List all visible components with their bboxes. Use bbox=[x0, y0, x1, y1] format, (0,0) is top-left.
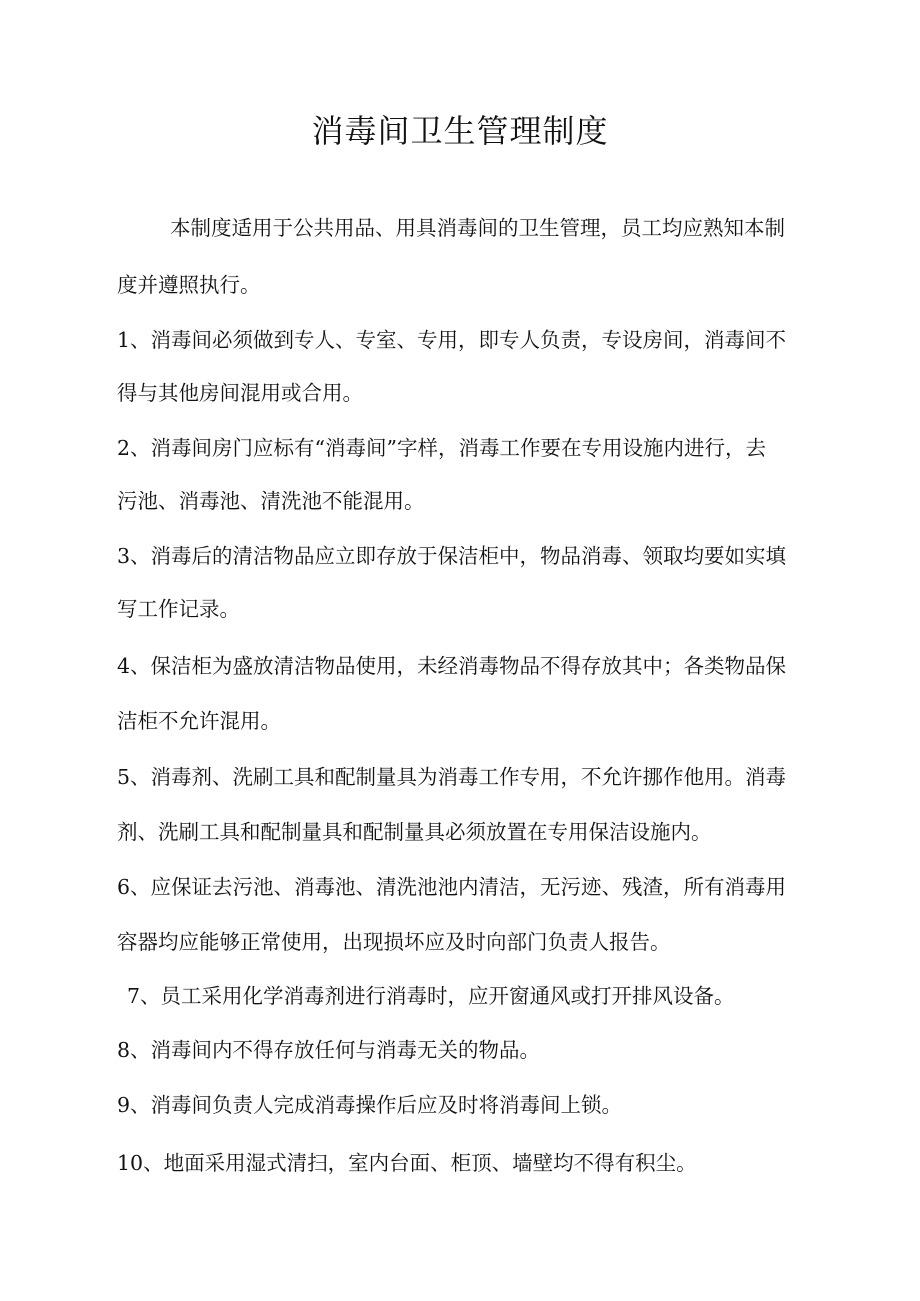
rule-9: 9、消毒间负责人完成消毒操作后应及时将消毒间上锁。 bbox=[117, 1093, 623, 1117]
page-title: 消毒间卫生管理制度 bbox=[311, 112, 609, 150]
rule-2-line-2: 污池、消毒池、清洗池不能混用。 bbox=[117, 489, 425, 513]
rule-1-line-2: 得与其他房间混用或合用。 bbox=[117, 381, 363, 405]
rule-7: 7、员工采用化学消毒剂进行消毒时，应开窗通风或打开排风设备。 bbox=[127, 984, 735, 1008]
rule-2-line-1: 2、消毒间房门应标有“消毒间”字样，消毒工作要在专用设施内进行，去 bbox=[117, 436, 767, 460]
rule-10: 10、地面采用湿式清扫，室内台面、柜顶、墙壁均不得有积尘。 bbox=[117, 1151, 697, 1175]
rule-4-line-2: 洁柜不允许混用。 bbox=[117, 709, 281, 733]
rule-6-line-2: 容器均应能够正常使用，出现损坏应及时向部门负责人报告。 bbox=[117, 930, 671, 954]
rule-3-line-1: 3、消毒后的清洁物品应立即存放于保洁柜中，物品消毒、领取均要如实填 bbox=[117, 544, 787, 568]
rule-5-line-1: 5、消毒剂、洗刷工具和配制量具为消毒工作专用，不允许挪作他用。消毒 bbox=[117, 765, 787, 789]
rule-1-line-1: 1、消毒间必须做到专人、专室、专用，即专人负责，专设房间，消毒间不 bbox=[117, 328, 787, 352]
rule-5-line-2: 剂、洗刷工具和配制量具和配制量具必须放置在专用保洁设施内。 bbox=[117, 820, 712, 844]
rule-6-line-1: 6、应保证去污池、消毒池、清洗池池内清洁，无污迹、残渣，所有消毒用 bbox=[117, 875, 787, 899]
rule-3-line-2: 写工作记录。 bbox=[117, 597, 240, 621]
intro-line-2: 度并遵照执行。 bbox=[117, 273, 261, 297]
rule-4-line-1: 4、保洁柜为盛放清洁物品使用，未经消毒物品不得存放其中；各类物品保 bbox=[117, 654, 787, 678]
intro-line-1: 本制度适用于公共用品、用具消毒间的卫生管理，员工均应熟知本制 bbox=[170, 216, 785, 240]
rule-8: 8、消毒间内不得存放任何与消毒无关的物品。 bbox=[117, 1038, 541, 1062]
